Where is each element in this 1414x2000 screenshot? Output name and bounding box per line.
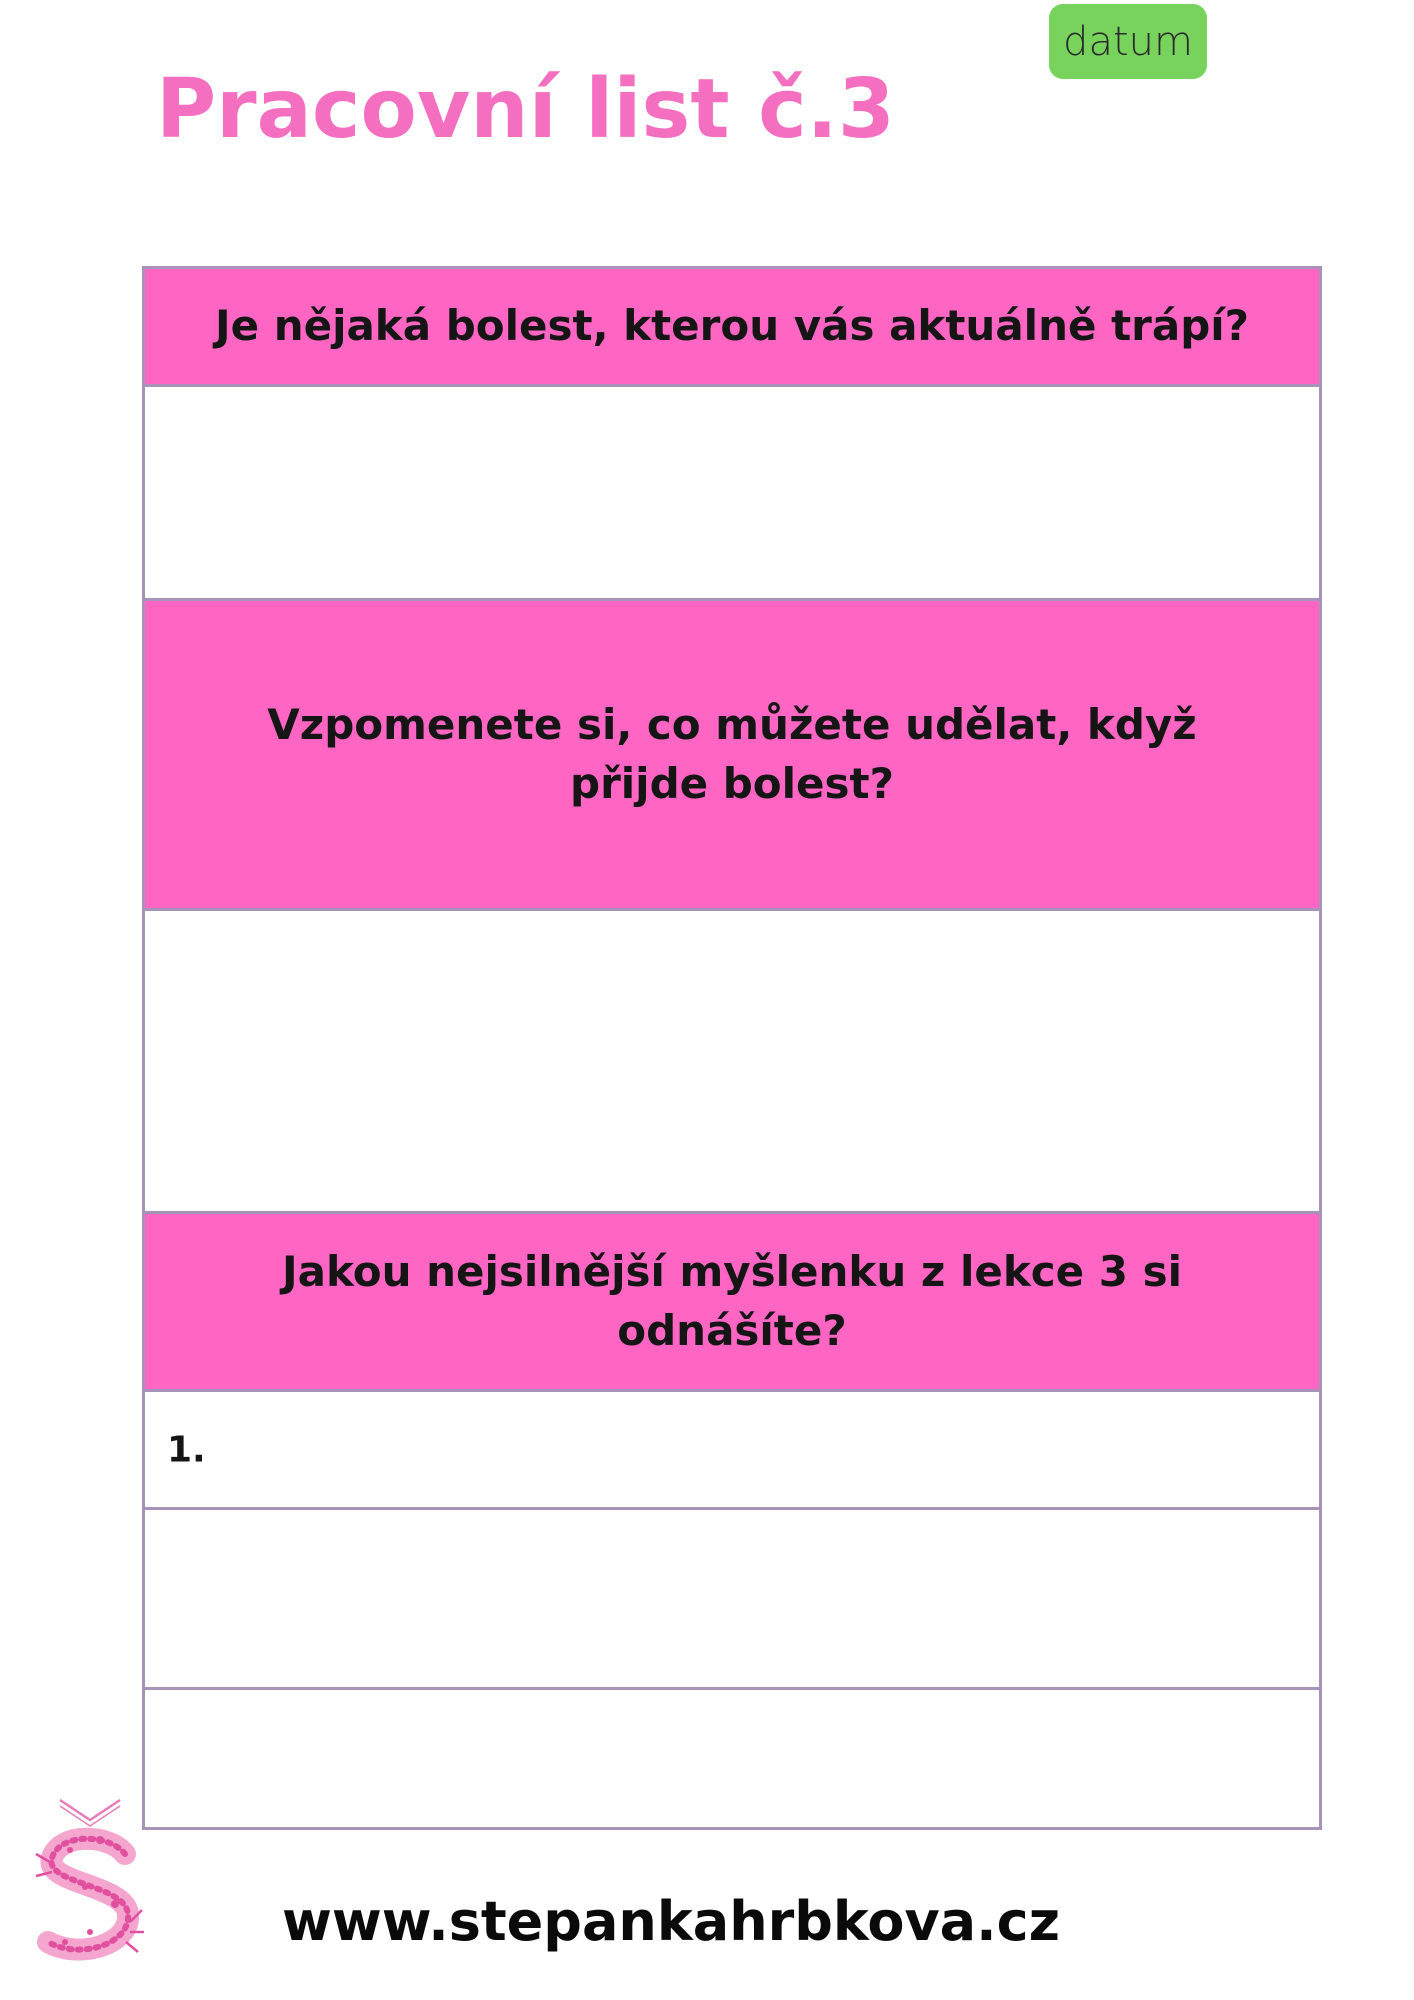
website-link[interactable]: www.stepankahrbkova.cz <box>282 1890 1061 1953</box>
answer-line-1-label: 1. <box>167 1429 206 1470</box>
answer-line-3[interactable] <box>145 1690 1319 1827</box>
answer-line-2[interactable] <box>145 1510 1319 1690</box>
question-row-1 <box>145 269 1319 387</box>
question-row-3 <box>145 1214 1319 1392</box>
date-label: datum <box>1063 18 1193 65</box>
answer-area-1[interactable] <box>145 387 1319 601</box>
answer-line-1[interactable] <box>145 1392 1319 1510</box>
question-row-2 <box>145 601 1319 911</box>
question-3-text: Jakou nejsilnější myšlenku z lekce 3 si odnášíte? <box>281 1246 1183 1355</box>
answer-area-2[interactable] <box>145 911 1319 1214</box>
worksheet-table <box>142 266 1322 1830</box>
coral-s-logo-icon <box>30 1792 150 1972</box>
page-title: Pracovní list č.3 <box>156 62 895 157</box>
date-badge <box>1049 4 1207 79</box>
question-2-text: Vzpomenete si, co můžete udělat, když přijde bolest? <box>267 699 1197 808</box>
question-1-text: Je nějaká bolest, kterou vás aktuálně trápí? <box>214 301 1250 351</box>
